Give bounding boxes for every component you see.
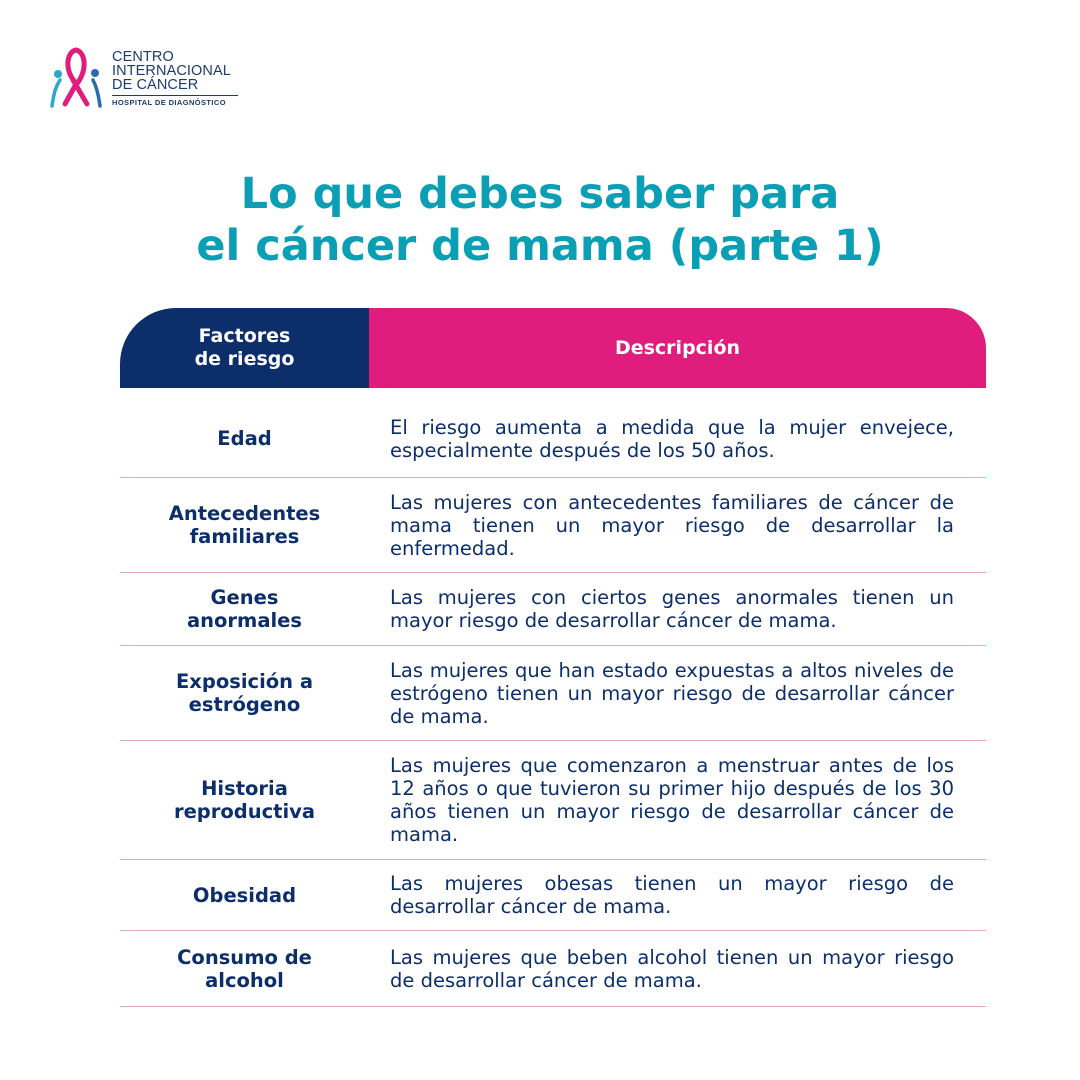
- logo-text: [112, 50, 238, 107]
- logo-line-1: CENTRO: [112, 49, 174, 65]
- risk-factor-cell: Historia reproductiva: [173, 777, 316, 823]
- description-text: El riesgo aumenta a medida que la mujer envejece, especialmente después de los 50 años.: [390, 415, 954, 462]
- table-body: [120, 400, 986, 1007]
- page-title: [0, 168, 1080, 272]
- logo-line-3: DE CÁNCER: [112, 77, 199, 93]
- risk-factor-cell: Exposición a estrógeno: [175, 670, 313, 716]
- logo-subtitle: HOSPITAL DE DIAGNÓSTICO: [112, 95, 238, 107]
- description-cell: [369, 573, 986, 645]
- description-cell: [369, 860, 986, 930]
- table-row: [120, 400, 986, 478]
- title-line-2: el cáncer de mama (parte 1): [196, 221, 884, 271]
- table-row: [120, 931, 986, 1007]
- description-text: Las mujeres con ciertos genes anormales tienen un mayor riesgo de desarrollar cáncer de mama.: [390, 586, 954, 632]
- header-description: Descripción: [369, 308, 986, 388]
- description-text: Las mujeres que beben alcohol tienen un mayor riesgo de desarrollar cáncer de mama.: [390, 945, 954, 992]
- logo-line-2: INTERNACIONAL: [112, 63, 231, 79]
- hospital-logo: [48, 44, 248, 114]
- risk-factor-cell: Antecedentes familiares: [168, 502, 321, 548]
- description-text: Las mujeres con antecedentes familiares de cáncer de mama tienen un mayor riesgo de desarrollar la enfermedad.: [390, 490, 954, 560]
- description-text: Las mujeres que han estado expuestas a altos niveles de estrógeno tienen un mayor riesgo de desarrollar cáncer de mama.: [390, 658, 954, 728]
- description-cell: [369, 400, 986, 477]
- table-row: [120, 741, 986, 860]
- risk-factor-cell: Edad: [217, 427, 272, 450]
- description-cell: [369, 478, 986, 572]
- description-text: Las mujeres obesas tienen un mayor riesgo de desarrollar cáncer de mama.: [390, 872, 954, 918]
- table-row: [120, 860, 986, 931]
- description-cell: [369, 931, 986, 1006]
- table-header: [120, 308, 986, 388]
- risk-factor-cell: Obesidad: [192, 883, 297, 907]
- description-cell: [369, 741, 986, 859]
- risk-factor-cell: Genes anormales: [186, 586, 303, 632]
- risk-factor-cell: Consumo de alcohol: [177, 945, 312, 992]
- description-cell: [369, 646, 986, 740]
- table-row: [120, 478, 986, 573]
- header-risk-factors: Factores de riesgo: [120, 308, 369, 388]
- description-text: Las mujeres que comenzaron a menstruar antes de los 12 años o que tuvieron su primer hijo después de los 30 años tienen un mayor riesgo de desarrollar cáncer de mama.: [390, 754, 954, 846]
- risk-factors-table: [120, 308, 986, 1007]
- pink-ribbon-figures-icon: [48, 44, 108, 114]
- title-line-1: Lo que debes saber para: [240, 169, 840, 219]
- table-row: [120, 646, 986, 741]
- table-row: [120, 573, 986, 646]
